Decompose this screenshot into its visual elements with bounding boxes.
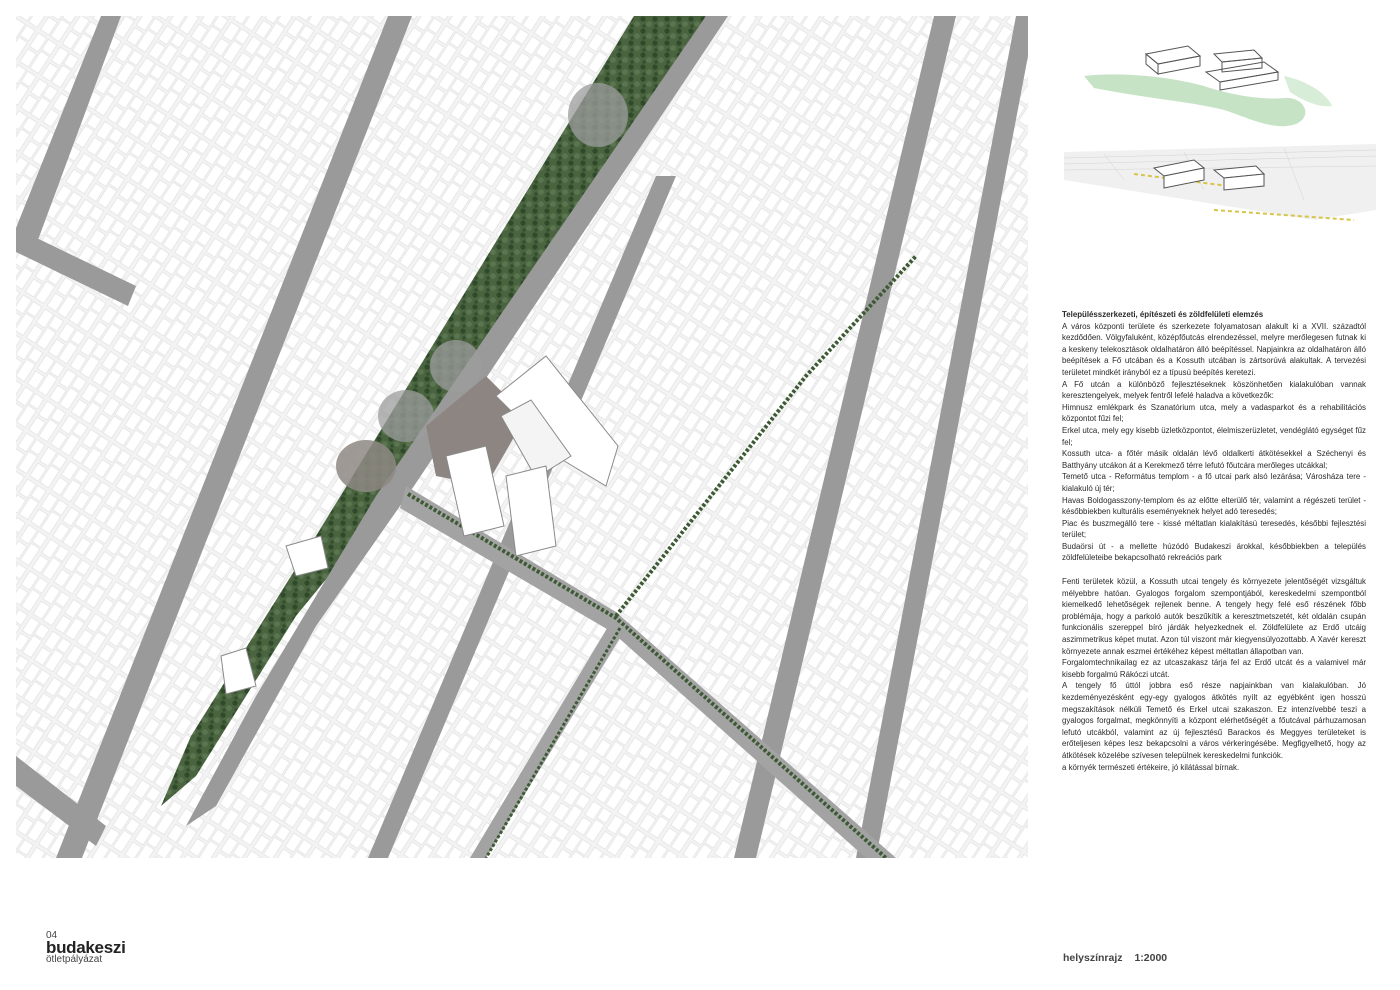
sheet-number: 04 — [46, 930, 58, 941]
axonometric-sketch — [1064, 36, 1376, 146]
analysis-paragraph: Kossuth utca- a főtér másik oldalán lévő oldalkerti átkötésekkel a Széchenyi és Batthyány utcákon át a Kerekmező térre lefutó főutcára merőleges utcákkal; — [1062, 449, 1366, 470]
analysis-paragraph: Havas Boldogasszony-templom és az előtte elterülő tér, valamint a régészeti terület -későbbiekben kulturális eseményeknek helyet adó teresedés; — [1062, 495, 1366, 517]
plaza-circle — [430, 340, 482, 392]
caption-label: helyszínrajz — [1063, 952, 1123, 964]
plaza-circle — [378, 390, 434, 442]
analysis-paragraph: Piac és buszmegálló tere - kissé méltatlan kialakítású teresedés, későbbi fejlesztési terület; — [1062, 518, 1366, 540]
analysis-paragraph: Himnusz emlékpark és Szanatórium utca, mely a vadasparkot és a rehabilitációs központot fűzi fel; — [1062, 402, 1366, 424]
analysis-paragraph: Erkel utca, mely egy kisebb üzletközpontot, élelmiszerüzletet, vendéglátó egységet fűz fel; — [1062, 425, 1366, 447]
caption-scale: 1:2000 — [1134, 952, 1168, 964]
analysis-paragraph: A tengely fő úttól jobbra eső része napjainkban van kialakulóban. Jó kezdeményezésként egy-egy gyalogos átkötés nyílt az egyébként igen hosszú megszakítások nélküli Temető és Erkel utcai szakaszon. Ez intenzívebbé teszi a gyalogos forgalmat, megkönnyíti a központ elérhetőségét a főutcával párhuzamosan lefutó utcákból, valamint az új fejlesztésű Barackos és Meggyes területeket is erőteljesen képes lesz bekapcsolni a város vérkeringésébe. Megfigyelhető, hogy az átkötések közelébe szívesen települnek kereskedelmi funkciók. — [1062, 681, 1366, 760]
green-area — [1084, 74, 1305, 126]
site-plan-drawing — [16, 16, 1028, 858]
analysis-paragraph: A város központi területe és szerkezete folyamatosan alakult ki a XVII. századtól kezdődően. Völgyfaluként, középfőutcás elrendezéssel, melyre merőlegesen futnak ki a keskeny telekosztások oldalhatáron álló beépítéssel. Napjainkra az oldalhatáron álló beépítések a Fő utcában és a Kossuth utcában is zártsorúvá alakultak. A tervezési területet mindkét irányból ez a típusú beépítés keretezi. — [1062, 321, 1366, 377]
site-plan — [16, 16, 1028, 858]
analysis-paragraph: Fenti területek közül, a Kossuth utcai tengely és környezete jelentőségét vizsgáltuk mélyebbre hatóan. Gyalogos forgalom szempontjából, kereskedelmi szempontból kiemelkedő lehetőségek rejlenek benne. A tengely hegy felé eső részének főbb problémája, hogy a parkoló autók beszűkítik a keresztmetszetét, két oldalán csupán funkcionális szereppel bíró járdák helyezkednek el. Zöldfelülete az Erdő utcáig aszimmetrikus képet mutat. Azon túl viszont már kiegyensúlyozottabb. A Xavér kereszt környezete annak eszmei értékéhez képest méltatlan állapotban van. — [1062, 577, 1366, 656]
axonometric-context — [1064, 140, 1376, 240]
analysis-paragraph: A Fő utcán a különböző fejlesztéseknek köszönhetően kialakulóban vannak keresztengelyek, melyek fentről lefelé haladva a következők: — [1062, 379, 1366, 401]
analysis-paragraph: Temető utca - Református templom - a fő utcai park alsó lezárása; Városháza tere -kialakuló új tér; — [1062, 472, 1366, 493]
plaza-circle — [568, 83, 628, 147]
analysis-heading: Településszerkezeti, építészeti és zöldfelületi elemzés — [1062, 310, 1264, 319]
plan-caption — [1063, 952, 1167, 964]
analysis-text — [1062, 309, 1366, 773]
context-ground — [1064, 144, 1376, 220]
brand-subtitle: ötletpályázat — [46, 954, 103, 965]
plaza-circle — [336, 440, 396, 492]
analysis-paragraph: a környék természeti értékeire, jó kilátással bírnak. — [1062, 762, 1240, 772]
analysis-paragraph: Budaörsi út - a mellette húzódó Budakeszi árokkal, későbbiekben a település zöldfelületeibe bekapcsolható rekreációs park — [1062, 541, 1366, 563]
brand-block — [46, 931, 126, 965]
analysis-paragraph: Forgalomtechnikailag ez az utcaszakasz tárja fel az Erdő utcát és a valamivel már kisebb forgalmú Rákóczi utcát. — [1062, 658, 1366, 679]
brand-name: budakeszi — [46, 938, 126, 957]
